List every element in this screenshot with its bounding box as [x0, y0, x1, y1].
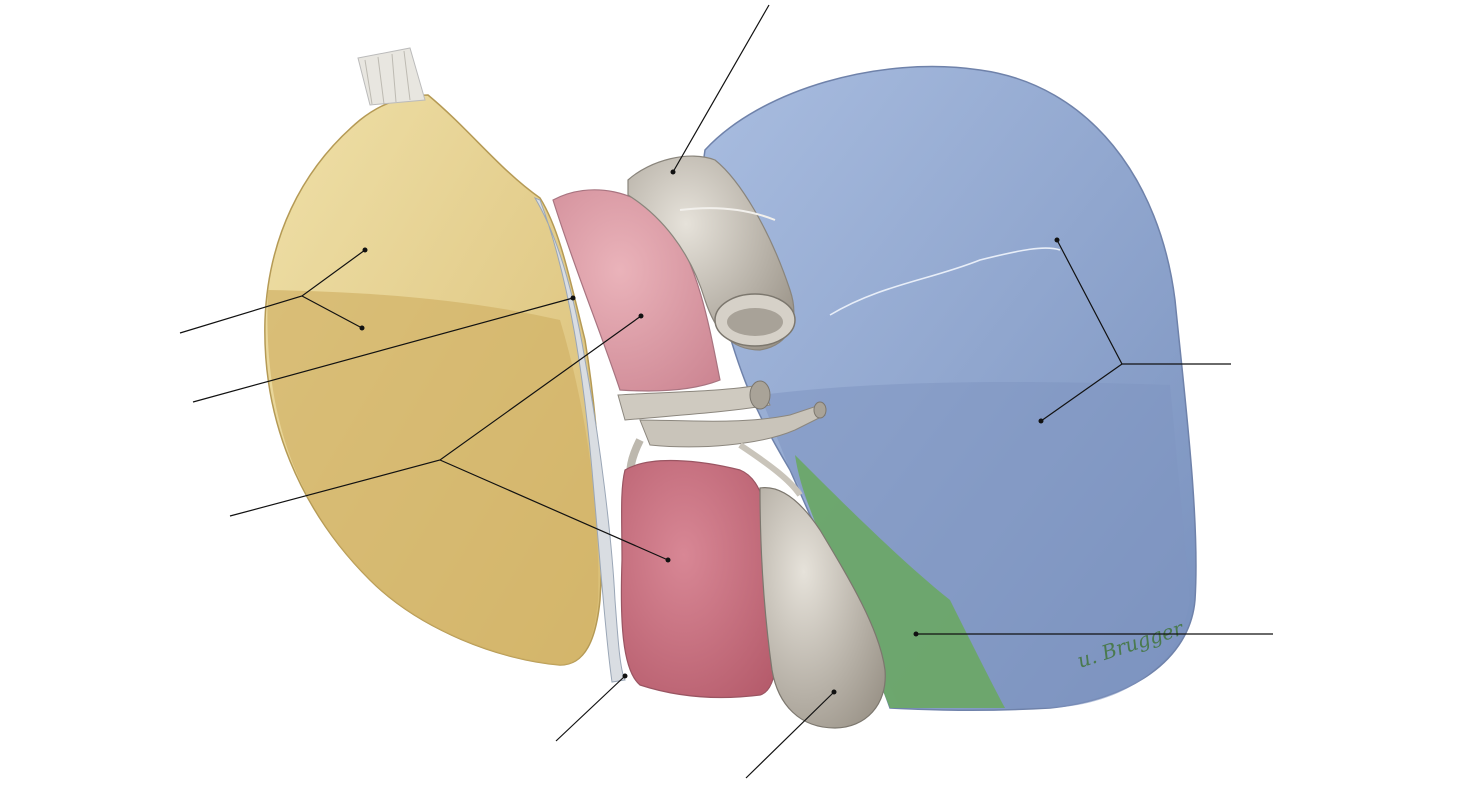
- round-ligament-leader: [556, 674, 628, 742]
- quadrate-lobe: [621, 461, 777, 698]
- left-lobe: [265, 48, 602, 665]
- artist-signature: u. Brugger: [1074, 616, 1186, 673]
